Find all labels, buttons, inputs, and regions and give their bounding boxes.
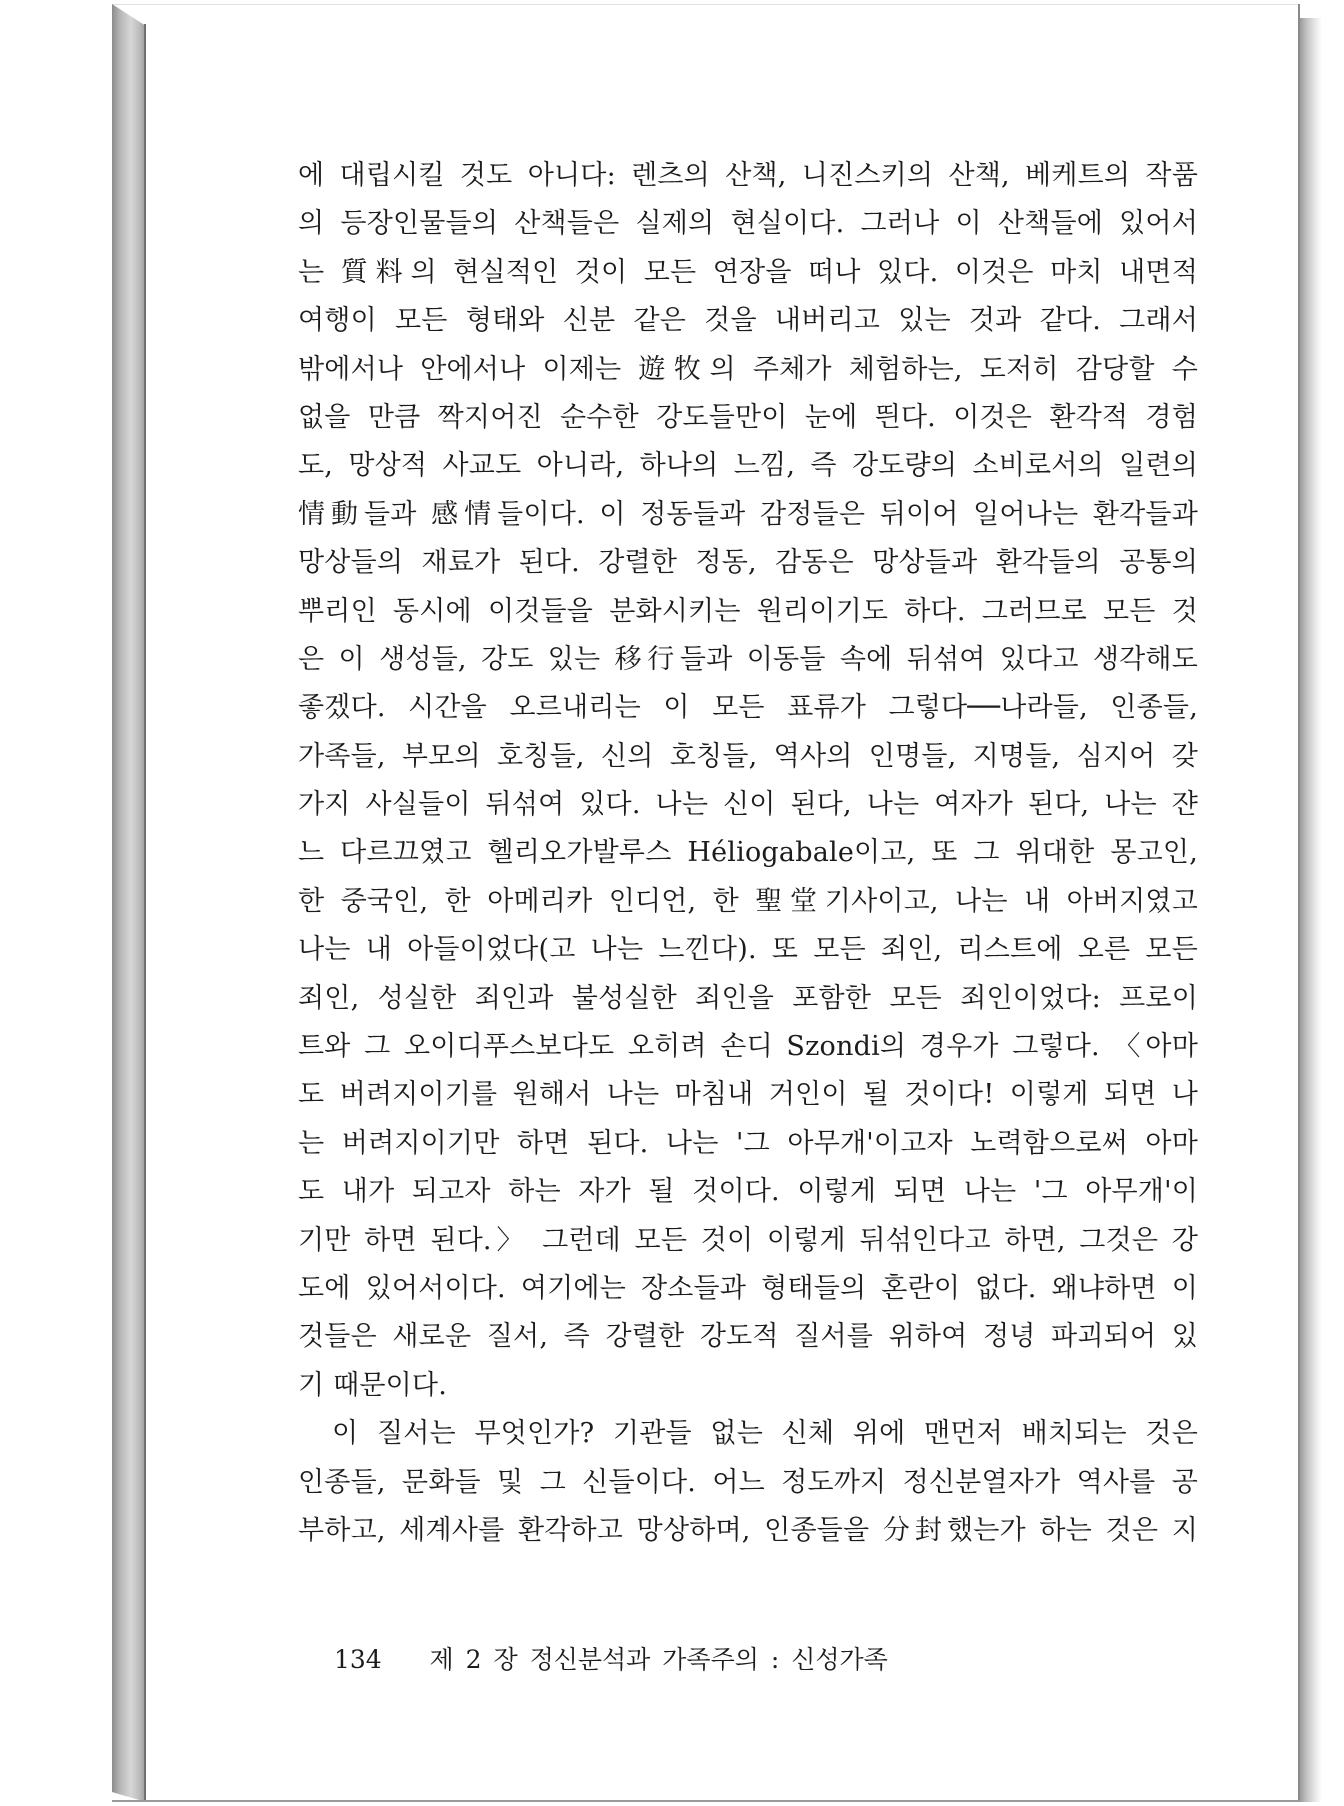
text-line: 여행이 모든 형태와 신분 같은 것을 내버리고 있는 것과 같다. 그래서 <box>298 305 1198 337</box>
paragraph-end-line: 기 때문이다. <box>298 1369 447 1401</box>
page-number: 134 <box>334 1645 382 1674</box>
text-line: 가지 사실들이 뒤섞여 있다. 나는 신이 된다, 나는 여자가 된다, 나는 쟌 <box>298 789 1198 821</box>
text-line: 부하고, 세계사를 환각하고 망상하며, 인종들을 分封했는가 하는 것은 지 <box>298 1514 1198 1546</box>
text-line: 에 대립시킬 것도 아니다: 렌츠의 산책, 니진스키의 산책, 베케트의 작품 <box>298 160 1198 191</box>
text-line: 나는 내 아들이었다(고 나는 느낀다). 또 모든 죄인, 리스트에 오른 모든 <box>298 934 1198 966</box>
page-top-edge <box>112 4 1300 5</box>
text-line: 느 다르끄였고 헬리오가발루스 Héliogabale이고, 또 그 위대한 몽고인, <box>298 837 1198 869</box>
text-line: 는 버려지이기만 하면 된다. 나는 '그 아무개'이고자 노력함으로써 아마 <box>298 1127 1198 1159</box>
text-line: 기만 하면 된다.〉 그런데 모든 것이 이렇게 뒤섞인다고 하면, 그것은 강 <box>298 1224 1198 1256</box>
text-line: 것들은 새로운 질서, 즉 강렬한 강도적 질서를 위하여 정녕 파괴되어 있 <box>298 1321 1198 1353</box>
text-line: 의 등장인물들의 산책들은 실제의 현실이다. 그러나 이 산책들에 있어서 <box>298 208 1198 240</box>
text-line: 좋겠다. 시간을 오르내리는 이 모든 표류가 그렇다──나라들, 인종들, <box>298 692 1198 724</box>
text-line: 없을 만큼 짝지어진 순수한 강도들만이 눈에 띈다. 이것은 환각적 경험 <box>298 401 1198 433</box>
text-line: 트와 그 오이디푸스보다도 오히려 손디 Szondi의 경우가 그렇다. 〈아마 <box>298 1031 1198 1063</box>
page-left-border <box>144 24 146 1802</box>
text-line: 은 이 생성들, 강도 있는 移行들과 이동들 속에 뒤섞여 있다고 생각해도 <box>298 643 1198 675</box>
text-line: 도 내가 되고자 하는 자가 될 것이다. 이렇게 되면 나는 '그 아무개'이 <box>298 1176 1198 1208</box>
text-line: 인종들, 문화들 및 그 신들이다. 어느 정도까지 정신분열자가 역사를 공 <box>298 1466 1198 1498</box>
running-title: 제 2 장 정신분석과 가족주의 : 신성가족 <box>429 1645 888 1674</box>
text-line: 가족들, 부모의 호칭들, 신의 호칭들, 역사의 인명들, 지명들, 심지어 갖 <box>298 740 1198 772</box>
text-line: 도, 망상적 사교도 아니라, 하나의 느낌, 즉 강도량의 소비로서의 일련의 <box>298 450 1198 482</box>
text-line: 밖에서나 안에서나 이제는 遊牧의 주체가 체험하는, 도저히 감당할 수 <box>298 353 1198 385</box>
text-line: 한 중국인, 한 아메리카 인디언, 한 聖堂기사이고, 나는 내 아버지였고 <box>298 885 1198 917</box>
text-line: 뿌리인 동시에 이것들을 분화시키는 원리이기도 하다. 그러므로 모든 것 <box>298 595 1198 627</box>
book-page-edges <box>112 4 146 1802</box>
text-line: 도에 있어서이다. 여기에는 장소들과 형태들의 혼란이 없다. 왜냐하면 이 <box>298 1272 1198 1304</box>
text-line: 도 버려지이기를 원해서 나는 마침내 거인이 될 것이다! 이렇게 되면 나 <box>298 1079 1198 1111</box>
text-line: 죄인, 성실한 죄인과 불성실한 죄인을 포함한 모든 죄인이었다: 프로이 <box>298 982 1198 1014</box>
page-bottom-border <box>112 1800 1300 1802</box>
page-footer <box>334 1640 888 1676</box>
text-line: 망상들의 재료가 된다. 강렬한 정동, 감동은 망상들과 환각들의 공통의 <box>298 547 1198 579</box>
paragraph-start-line: 이 질서는 무엇인가? 기관들 없는 신체 위에 맨먼저 배치되는 것은 <box>332 1418 1198 1450</box>
text-line: 情動들과 感情들이다. 이 정동들과 감정들은 뒤이어 일어나는 환각들과 <box>298 498 1198 530</box>
body-text <box>298 152 1198 1555</box>
page-shadow <box>1300 18 1322 1802</box>
text-line: 는 質料의 현실적인 것이 모든 연장을 떠나 있다. 이것은 마치 내면적 <box>298 256 1198 288</box>
